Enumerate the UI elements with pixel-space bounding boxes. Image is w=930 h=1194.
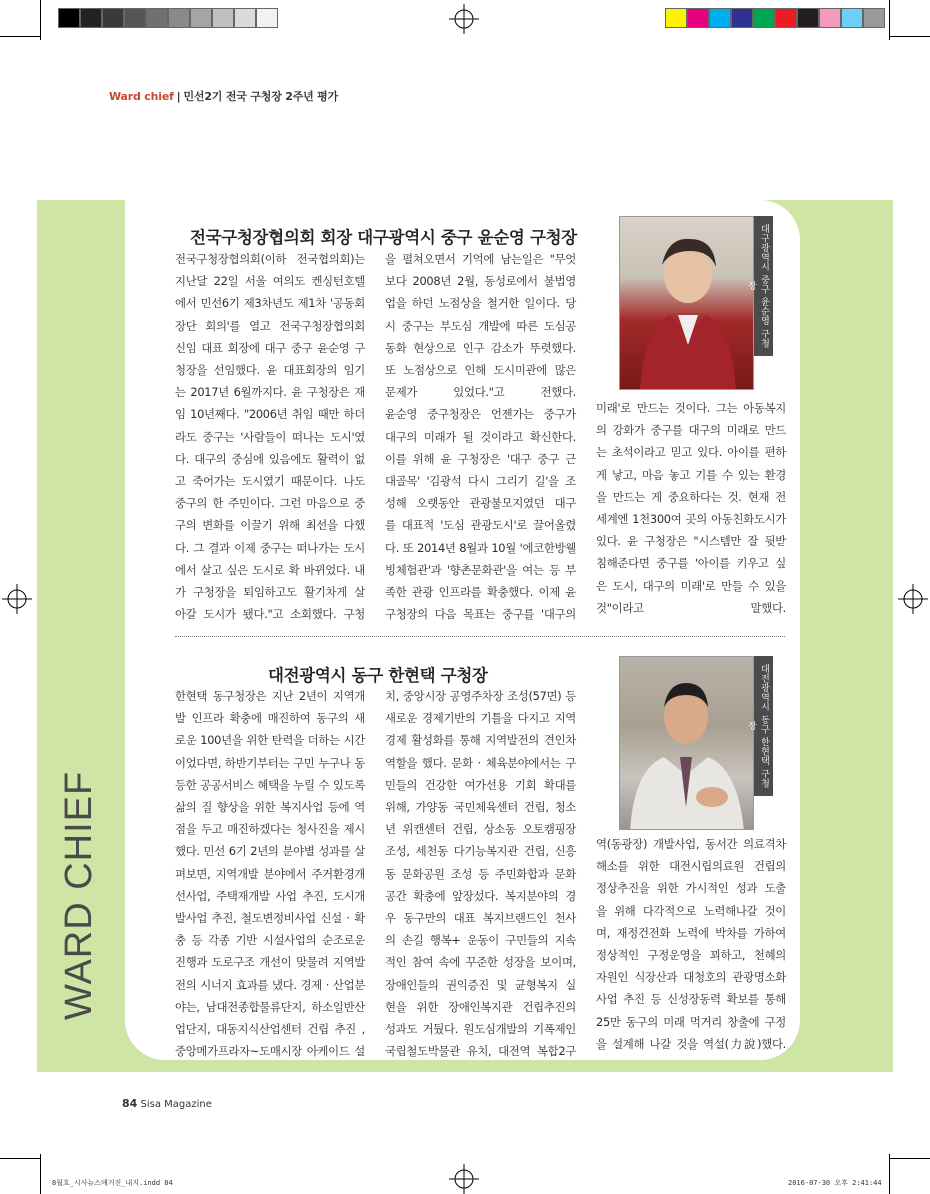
text-line: 고 죽어가는 도시였기 때문이다. 나도 (175, 474, 365, 489)
text-line: 업단지, 대동지식산업센터 건립 추진 , (175, 1022, 365, 1037)
text-line: 또 노점상으로 인해 도시미관에 많은 (385, 363, 576, 378)
text-line: 며, 재정건전화 노력에 박차를 가하여 (596, 925, 786, 940)
text-line: 역(동광장) 개발사업, 동서간 의료격차 (596, 837, 786, 851)
text-line: 대구의 미래가 될 것이라고 확신한다. (385, 429, 576, 444)
text-line: 의 강화가 중구를 대구의 미래로 만드 (596, 423, 786, 438)
article1-column-1 (175, 248, 365, 625)
text-line: 년 위캔센터 건립, 상소동 오토캠핑장 (385, 822, 576, 837)
text-line: 미래'로 만드는 것이다. 그는 아동복지 (596, 401, 786, 415)
print-slug-file: 8월호_시사뉴스매거진_내지.indd 84 (52, 1179, 173, 1187)
text-line: 펴보면, 지역개발 분야에서 주거환경개 (175, 866, 365, 881)
side-title: WARD CHIEF (58, 770, 100, 1020)
text-line: 역할을 했다. 문화 · 체육분야에서는 구 (385, 755, 576, 770)
text-line: 을 펼쳐오면서 기억에 남는일은 "무엇 (385, 252, 576, 266)
text-line: 전의 시너지 효과를 냈다. 경제 · 산업분 (175, 977, 365, 992)
text-line: 전국구청장협의회(이하 전국협의회)는 (175, 252, 365, 266)
crop-mark (0, 36, 40, 37)
text-line: 다. 또 2014년 8월과 10월 '에코한방웰 (385, 540, 576, 555)
portrait-figure (620, 657, 754, 830)
text-line: 는 초석이라고 믿고 있다. 아이를 편하 (596, 445, 786, 460)
text-line: 동화 현상으로 인구 감소가 뚜렷했다. (385, 340, 576, 355)
text-line: 사업 추진 등 신성장동력 확보를 통해 (596, 992, 786, 1007)
crop-mark (40, 0, 41, 40)
page-footer (122, 1097, 212, 1110)
text-line: 족한 관광 인프라를 확충했다. 이제 윤 (385, 585, 576, 600)
text-line: 했다. 민선 6기 2년의 분야별 성과를 살 (175, 844, 365, 859)
text-line: 등한 공공서비스 혜택을 누릴 수 있도록 (175, 777, 365, 792)
header-subtitle: 민선2기 전국 구청장 2주년 평가 (183, 90, 339, 103)
text-line: 는 2017년 6월까지다. 윤 구청장은 재 (175, 385, 365, 400)
text-line: 을 위해 다각적으로 노력해나갈 것이 (596, 903, 786, 918)
article1-title: 전국구청장협의회 회장 대구광역시 중구 윤순영 구청장 (190, 228, 577, 247)
text-line: 삶의 질 향상을 위한 복지사업 등에 역 (175, 800, 365, 815)
text-line: 국립철도박물관 유치, 대전역 복합2구 (385, 1044, 576, 1059)
text-line: 를 대표적 '도심 관광도시'로 끌어올렸 (385, 518, 576, 533)
text-line: 에서 민선6기 제3차년도 제1차 '공동회 (175, 296, 365, 311)
text-line: 적인 참여 속에 꾸준한 성장을 보이며, (385, 955, 576, 970)
text-line: 조성, 세천동 다기능복지관 건립, 신흥 (385, 844, 576, 859)
text-line: 이를 위해 윤 구청장은 '대구 중구 근 (385, 451, 576, 466)
crop-mark (890, 1158, 930, 1159)
article1-portrait-photo (619, 216, 754, 390)
article1-column-2 (385, 248, 576, 625)
text-line: 위해, 가양동 국민체육센터 건립, 청소 (385, 800, 576, 815)
crop-mark (890, 36, 930, 37)
text-line: 정상적인 구정운영을 꾀하고, 천혜의 (596, 948, 786, 963)
text-line: 있다. 윤 구청장은 "시스템만 잘 뒷받 (596, 534, 786, 549)
text-line: 신임 대표 회장에 대구 중구 윤순영 구 (175, 340, 365, 355)
text-line: 구의 변화를 이끌기 위해 최선을 다했 (175, 518, 365, 533)
text-line: 다. 그 결과 이제 중구는 떠나가는 도시 (175, 540, 365, 555)
article1-photo-caption: 대구광역시 중구 윤순영 구청장 (754, 216, 773, 356)
text-line: 구청장의 다음 목표는 중구를 '대구의 (385, 607, 576, 622)
article2-column-1 (175, 685, 365, 1062)
text-line: 점을 두고 매진하겠다는 청사진을 제시 (175, 822, 365, 837)
text-line: 지난달 22일 서울 여의도 켄싱턴호텔 (175, 274, 365, 289)
text-line: 의 손길 행복+ 운동이 구민들의 지속 (385, 933, 576, 948)
text-line: 아갈 도시가 됐다."고 소회했다. 구청 (175, 607, 365, 622)
print-slug-time: 2016-07-30 오후 2:41:44 (788, 1179, 882, 1187)
text-line: 빙체험관'과 '향촌문화관'을 여는 등 부 (385, 562, 576, 577)
text-line: 동 문화공원 조성 등 주민화합과 문화 (385, 866, 576, 881)
article1-column-3 (596, 397, 786, 619)
text-line: 중앙메가프라자~도매시장 아케이드 설 (175, 1044, 365, 1059)
text-line: 윤순영 중구청장은 언젠가는 중구가 (385, 407, 576, 422)
text-line: 시 중구는 부도심 개발에 따른 도심공 (385, 318, 576, 333)
text-line: 성과도 거뒀다. 원도심개발의 기폭제인 (385, 1022, 576, 1037)
text-line: 장애인들의 권익증진 및 균형복지 실 (385, 977, 576, 992)
text-line: 에서 살고 싶은 도시로 확 바뀌었다. 내 (175, 562, 365, 577)
header-section: Ward chief (109, 90, 174, 103)
text-line: 을 설계해 나갈 것을 역설(力說)했다. (596, 1036, 786, 1051)
text-line: 장단 회의'를 열고 전국구청장협의회 (175, 318, 365, 333)
text-line: 한현택 동구청장은 지난 2년이 지역개 (175, 689, 365, 703)
text-line: 라도 중구는 '사람들이 떠나는 도시'였 (175, 429, 365, 444)
portrait-figure (620, 217, 754, 390)
process-color-bar (665, 8, 885, 28)
text-line: 을 만드는 게 중요하다는 것. 현재 전 (596, 489, 786, 504)
text-line: 새로운 경제기반의 기틀을 다지고 지역 (385, 711, 576, 726)
text-line: 충 등 각종 기반 시설사업의 순조로운 (175, 933, 365, 948)
text-line: 발사업 추진, 철도변정비사업 신설 · 확 (175, 911, 365, 926)
crop-mark (889, 0, 890, 40)
text-line: 진행과 도로구조 개선이 맞물려 지역발 (175, 955, 365, 970)
text-line: 은 도시, 대구의 미래'로 만들 수 있을 (596, 578, 786, 593)
magazine-name: Sisa Magazine (140, 1099, 212, 1110)
text-line: 가 구청장을 퇴임하고도 활기차게 살 (175, 585, 365, 600)
registration-mark-icon (898, 584, 928, 614)
text-line: 야는, 남대전종합물류단지, 하소일반산 (175, 999, 365, 1014)
text-line: 성해 오랫동안 관광불모지였던 대구 (385, 496, 576, 511)
text-line: 세계엔 1천300여 곳의 아동친화도시가 (596, 512, 786, 527)
article2-portrait-photo (619, 656, 754, 830)
page-number: 84 (122, 1097, 138, 1110)
text-line: 중구의 한 주민이다. 그런 마음으로 중 (175, 496, 365, 511)
text-line: 선사업, 주택재개발 사업 추진, 도시개 (175, 888, 365, 903)
article2-photo-caption: 대전광역시 동구 한현택 구청장 (754, 656, 773, 796)
text-line: 민들의 건강한 여가선용 기회 확대를 (385, 777, 576, 792)
registration-mark-icon (2, 584, 32, 614)
text-line: 해소를 위한 대전시립의료원 건립의 (596, 859, 786, 874)
text-line: 업을 하던 노점상을 철거한 일이다. 당 (385, 296, 576, 311)
text-line: 25만 동구의 미래 먹거리 창출에 구정 (596, 1014, 786, 1029)
crop-mark (0, 1158, 40, 1159)
registration-mark-icon (449, 4, 479, 34)
text-line: 정상추진을 위한 가시적인 성과 도출 (596, 881, 786, 896)
crop-mark (40, 1154, 41, 1194)
text-line: 다. 대구의 중심에 있음에도 활력이 없 (175, 451, 365, 466)
registration-mark-icon (449, 1164, 479, 1194)
text-line: 로운 100년을 위한 탄력을 더하는 시간 (175, 733, 365, 748)
article2-column-2 (385, 685, 576, 1062)
crop-mark (889, 1154, 890, 1194)
text-line: 문제가 있었다."고 전했다. (385, 385, 576, 400)
article2-column-3 (596, 833, 786, 1055)
text-line: 보다 2008년 2월, 동성로에서 불법영 (385, 274, 576, 289)
article2-title: 대전광역시 동구 한현택 구청장 (268, 666, 488, 685)
text-line: 게 낳고, 마음 놓고 기를 수 있는 환경 (596, 467, 786, 482)
text-line: 우 동구만의 대표 복지브랜드인 천사 (385, 911, 576, 926)
text-line: 침해준다면 중구를 '아이를 키우고 싶 (596, 556, 786, 571)
section-divider (175, 636, 785, 637)
text-line: 자원인 식장산과 대청호의 관광명소화 (596, 970, 786, 985)
text-line: 현을 위한 장애인복지관 건립추진의 (385, 999, 576, 1014)
running-header (109, 88, 338, 104)
text-line: 청장을 선임했다. 윤 대표회장의 임기 (175, 363, 365, 378)
text-line: 임 10년째다. "2006년 취임 때만 하더 (175, 407, 365, 422)
text-line: 대골목' '김광석 다시 그리기 길'을 조 (385, 474, 576, 489)
text-line: 것"이라고 말했다. (596, 600, 786, 615)
text-line: 발 인프라 확충에 매진하여 동구의 새 (175, 711, 365, 726)
text-line: 이었다면, 하반기부터는 구민 누구나 동 (175, 755, 365, 770)
grayscale-color-bar (58, 8, 278, 28)
text-line: 경제 활성화를 통해 지역발전의 견인차 (385, 733, 576, 748)
text-line: 치, 중앙시장 공영주차장 조성(57면) 등 (385, 689, 576, 703)
text-line: 공간 확충에 앞장섰다. 복지분야의 경 (385, 888, 576, 903)
header-separator: | (176, 90, 181, 103)
